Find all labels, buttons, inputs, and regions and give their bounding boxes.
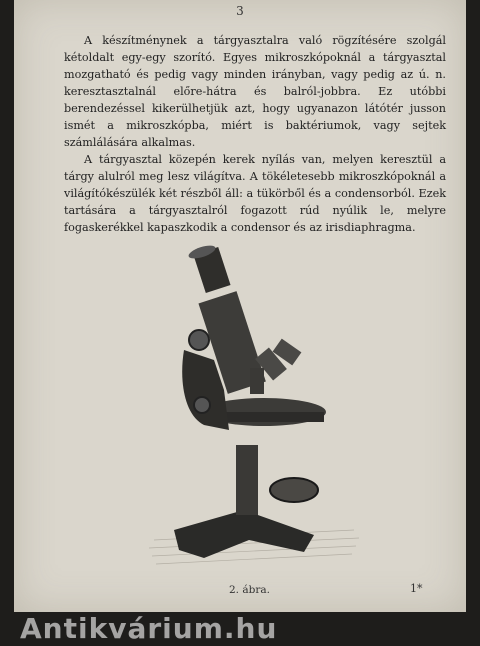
microscope-base	[174, 510, 314, 558]
page-number: 3	[236, 4, 244, 18]
microscope-mirror	[270, 478, 318, 502]
microscope-illustration	[144, 240, 364, 580]
microscope-pillar	[236, 445, 258, 515]
signature-mark: 1*	[410, 582, 423, 595]
book-page	[14, 0, 466, 612]
watermark	[20, 612, 460, 645]
paragraph-1: A készítménynek a tárgyasztalra való rögzítésére szolgál kétoldalt egy-egy szorító. Egyes mikroszkópoknál a tárgyasztal mozgatható és pedig vagy minden irányban, vagy pedig az ú. n. keresztasztalnál előre-hátra és balról-jobbra. Ez utóbbi berendezéssel kikerülhetjük azt, hogy ugyanazon látótér jusson ismét a mikroszkópba, miért is baktériumok, vagy sejtek számlálására alkalmas.	[64, 34, 446, 149]
body-text	[64, 32, 446, 236]
figure-caption: 2. ábra.	[229, 584, 270, 596]
watermark-text: Antikvárium.hu	[20, 612, 278, 645]
paragraph-2: A tárgyasztal közepén kerek nyílás van, melyen keresztül a tárgy alulról meg lesz világítva. A tökéletesebb mikroszkópoknál a világítókészülék két részből áll: a tükörből és a condensorból. Ezek tartására a tárgyasztalról fogazott rúd nyúlik le, melyre fogaskerékkel kapaszkodik a condensor és az irisdiaphragma.	[64, 153, 446, 234]
